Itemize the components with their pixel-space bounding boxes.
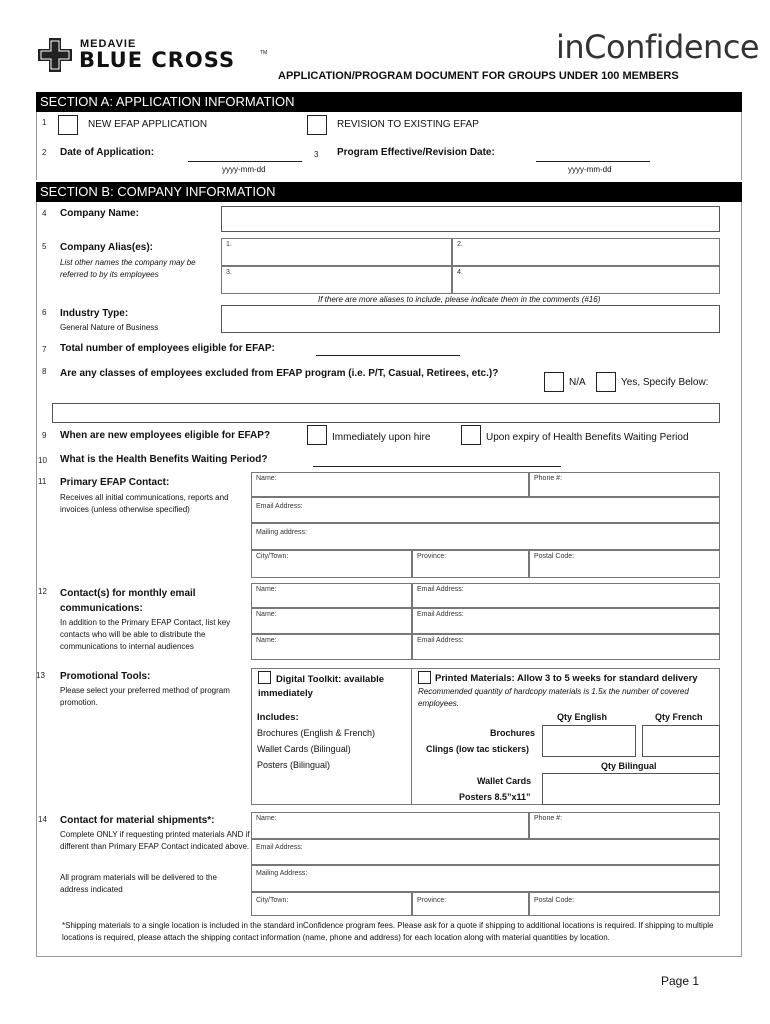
upon-expiry-checkbox[interactable] (461, 425, 481, 445)
num-6: 6 (42, 308, 47, 317)
primary-city-input[interactable]: City/Town: (251, 550, 412, 578)
promo-divider (411, 668, 412, 805)
date-format-2: yyyy-mm-dd (568, 165, 612, 174)
ship-name-input[interactable]: Name: (251, 812, 529, 839)
ship-province-input[interactable]: Province: (412, 892, 529, 916)
num-2: 2 (42, 148, 47, 157)
shipment-note-1: Complete ONLY if requesting printed materials AND if different than Primary EFAP Contact indicated above. (60, 830, 250, 851)
ship-postal-input[interactable]: Postal Code: (529, 892, 720, 916)
primary-contact-note: Receives all initial communications, reports and invoices (unless otherwise specified) (60, 493, 229, 514)
primary-contact-label: Primary EFAP Contact: (60, 477, 170, 488)
shipment-note-2: All program materials will be delivered to the address indicated (60, 873, 217, 894)
monthly-name-1[interactable]: Name: (251, 583, 412, 608)
posters-label: Posters 8.5”x11” (459, 792, 531, 802)
company-name-input[interactable] (221, 206, 720, 232)
upon-expiry-label: Upon expiry of Health Benefits Waiting Period (486, 432, 689, 443)
printed-materials-label: Printed Materials: Allow 3 to 5 weeks for standard delivery (435, 673, 698, 684)
primary-email-input[interactable]: Email Address: (251, 497, 720, 523)
inconfidence-logo: inConfidence (556, 28, 760, 66)
waiting-period-field[interactable] (313, 453, 561, 467)
shipping-footnote: *Shipping materials to a single location is included in the standard inConfidence program fees. Please ask for a quote if shipping to additional locations is required. If shipping to multiple locations is required, please attach the shipping contact information (name, phone and address) for each location along with material quantities by location. (62, 921, 714, 942)
monthly-email-1[interactable]: Email Address: (412, 583, 720, 608)
immediately-label: Immediately upon hire (332, 432, 431, 443)
alias-1-input[interactable]: 1. (221, 238, 452, 266)
num-4: 4 (42, 209, 47, 218)
monthly-name-2[interactable]: Name: (251, 608, 412, 634)
effective-date-label: Program Effective/Revision Date: (337, 147, 495, 158)
include-wallet-cards: Wallet Cards (Bilingual) (257, 744, 351, 754)
na-label: N/A (569, 377, 586, 388)
wallet-cards-label: Wallet Cards (477, 776, 532, 786)
num-5: 5 (42, 242, 47, 251)
brochures-label: Brochures (490, 728, 536, 738)
primary-name-input[interactable]: Name: (251, 472, 529, 497)
digital-toolkit-label: Digital Toolkit: available immediately (258, 674, 385, 699)
primary-postal-input[interactable]: Postal Code: (529, 550, 720, 578)
qty-french-input[interactable] (642, 725, 720, 757)
alias-3-input[interactable]: 3. (221, 266, 452, 294)
alias-more-note: If there are more aliases to include, please indicate them in the comments (#16) (318, 295, 601, 304)
qty-bilingual-input[interactable] (542, 773, 720, 805)
medavie-logo (38, 38, 278, 74)
when-eligible-label: When are new employees eligible for EFAP? (60, 430, 271, 441)
yes-specify-checkbox[interactable] (596, 372, 616, 392)
printed-materials-checkbox[interactable] (418, 671, 431, 684)
includes-label: Includes: (257, 712, 299, 723)
qty-english-input[interactable] (542, 725, 636, 757)
company-name-label: Company Name: (60, 208, 139, 219)
include-posters: Posters (Bilingual) (257, 760, 331, 770)
company-alias-label: Company Alias(es): (60, 242, 153, 253)
monthly-contacts-note: In addition to the Primary EFAP Contact, list key contacts who will be able to distribute the communications to internal audiences (60, 618, 231, 651)
primary-mailing-input[interactable]: Mailing address: (251, 523, 720, 550)
logo-bluecross: BLUE CROSS (79, 48, 236, 72)
num-10: 10 (38, 456, 47, 465)
alias-4-input[interactable]: 4. (452, 266, 720, 294)
cross-icon (38, 38, 72, 72)
shipment-contact-label: Contact for material shipments*: (60, 815, 215, 826)
industry-type-note: General Nature of Business (60, 323, 159, 332)
num-1: 1 (42, 118, 47, 127)
ship-phone-input[interactable]: Phone #: (529, 812, 720, 839)
qty-english-header: Qty English (557, 712, 608, 722)
promo-tools-label: Promotional Tools: (60, 671, 151, 682)
ship-email-input[interactable]: Email Address: (251, 839, 720, 865)
yes-specify-label: Yes, Specify Below: (621, 377, 709, 388)
page-number: Page 1 (661, 974, 700, 988)
na-checkbox[interactable] (544, 372, 564, 392)
total-employees-label: Total number of employees eligible for EFAP: (60, 343, 275, 354)
excluded-classes-label: Are any classes of employees excluded from EFAP program (i.e. P/T, Casual, Retirees, etc.)? (60, 368, 499, 379)
date-format-1: yyyy-mm-dd (222, 165, 266, 174)
clings-label: Clings (low tac stickers) (426, 744, 530, 754)
promo-tools-note: Please select your preferred method of program promotion. (60, 686, 230, 707)
document-title: APPLICATION/PROGRAM DOCUMENT FOR GROUPS UNDER 100 MEMBERS (278, 70, 679, 82)
revision-label: REVISION TO EXISTING EFAP (337, 119, 479, 130)
new-efap-checkbox[interactable] (58, 115, 78, 135)
num-13: 13 (36, 671, 45, 680)
company-alias-note: List other names the company may be referred to by its employees (60, 258, 196, 279)
logo-tm: TM (260, 50, 268, 56)
num-3: 3 (314, 150, 319, 159)
num-12: 12 (38, 587, 47, 596)
num-9: 9 (42, 431, 47, 440)
alias-2-input[interactable]: 2. (452, 238, 720, 266)
ship-city-input[interactable]: City/Town: (251, 892, 412, 916)
monthly-contacts-label: Contact(s) for monthly email communications: (60, 588, 196, 614)
waiting-period-label: What is the Health Benefits Waiting Period? (60, 454, 268, 465)
ship-mailing-input[interactable]: Mailing Address: (251, 865, 720, 892)
immediately-checkbox[interactable] (307, 425, 327, 445)
effective-date-field[interactable] (536, 148, 650, 162)
section-a-header: SECTION A: APPLICATION INFORMATION (36, 92, 742, 112)
section-b-header: SECTION B: COMPANY INFORMATION (36, 182, 742, 202)
revision-checkbox[interactable] (307, 115, 327, 135)
include-brochures: Brochures (English & French) (257, 728, 376, 738)
monthly-email-2[interactable]: Email Address: (412, 608, 720, 634)
num-11: 11 (38, 477, 47, 486)
new-efap-label: NEW EFAP APPLICATION (88, 119, 208, 130)
excluded-classes-input[interactable] (52, 403, 720, 423)
logo-medavie: MEDAVIE (80, 38, 137, 50)
industry-type-label: Industry Type: (60, 308, 129, 319)
industry-type-input[interactable] (221, 305, 720, 333)
date-of-application-field[interactable] (188, 148, 302, 162)
monthly-name-3[interactable]: Name: (251, 634, 412, 660)
primary-phone-input[interactable]: Phone #: (529, 472, 720, 497)
num-7: 7 (42, 345, 47, 354)
printed-materials-note: Recommended quantity of hardcopy materials is 1.5x the number of covered employees. (418, 687, 689, 708)
num-8: 8 (42, 367, 47, 376)
primary-province-input[interactable]: Province: (412, 550, 529, 578)
date-of-application-label: Date of Application: (60, 147, 155, 158)
total-employees-field[interactable] (316, 342, 460, 356)
monthly-email-3[interactable]: Email Address: (412, 634, 720, 660)
num-14: 14 (38, 815, 47, 824)
qty-french-header: Qty French (655, 712, 703, 722)
qty-bilingual-header: Qty Bilingual (601, 761, 657, 771)
